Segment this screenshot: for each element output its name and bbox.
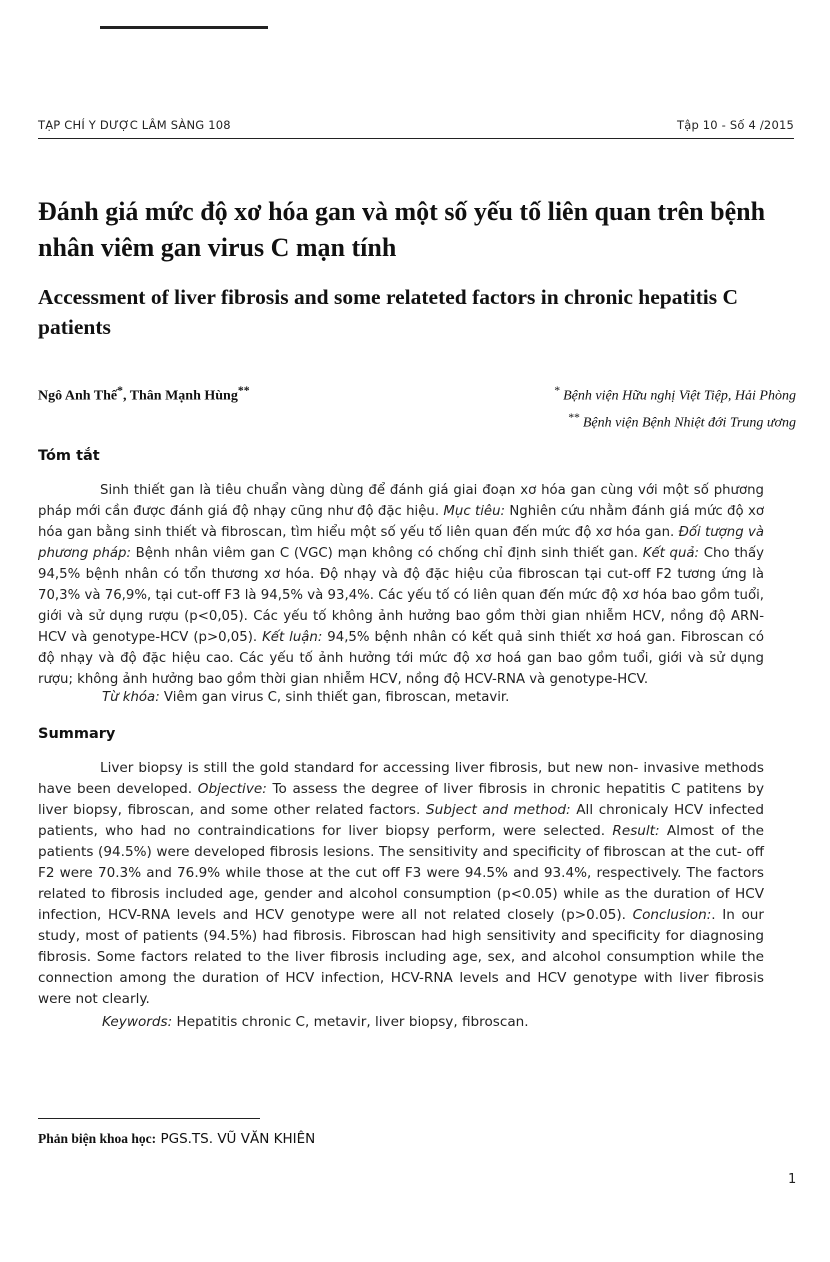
affiliation-2-mark: **	[567, 410, 580, 424]
journal-name: TẠP CHÍ Y DƯỢC LÂM SÀNG 108	[38, 118, 231, 132]
ket-luan-text: 94,5% bệnh nhân có kết quả sinh thiết xơ hoá gan. Fibroscan có độ nhạy và độ đặc hiệu cao. Các yếu tố ảnh hưởng tới mức độ xơ hoá gan bao gồm tuổi, giới và sử dụng rượu; không ảnh hưởng bao gồm thời gian nhiễm HCV, nồng độ HCV-RNA và genotype-HCV.	[38, 630, 764, 687]
page-number: 1	[788, 1172, 797, 1187]
muc-tieu-text: Nghiên cứu nhằm đánh giá mức độ xơ hóa gan bằng sinh thiết và fibroscan, tìm hiểu một số yếu tố liên quan đến mức độ xơ hóa gan.	[38, 504, 764, 540]
doi-tuong-text: Bệnh nhân viêm gan C (VGC) mạn không có chống chỉ định sinh thiết gan.	[130, 546, 643, 561]
author-separator: ,	[122, 388, 130, 404]
authors	[38, 384, 250, 405]
result-text: Almost of the patients (94.5%) were developed fibrosis lesions. The sensitivity and specificity of fibroscan at the cut- off F2 were 70.3% and 76.9% while those at the cut off F3 were 94.5% and 93.4%, respectively. The factors related to fibrosis included age, gender and alcohol consumption (p<0.05) while as the duration of HCV infection, HCV-RNA levels and HCV genotype were all not related closely (p>0.05).	[38, 823, 765, 923]
subject-text: All chronicaly HCV infected patients, who had no contraindications for liver biopsy perform, were selected.	[38, 802, 764, 839]
title-vietnamese: Đánh giá mức độ xơ hóa gan và một số yếu tố liên quan trên bệnh nhân viêm gan virus C mạn tính	[38, 197, 766, 262]
header-rule	[38, 138, 794, 139]
reviewer-label: Phản biện khoa học:	[38, 1131, 157, 1146]
result-label: Result:	[612, 823, 660, 839]
footnote-rule	[38, 1118, 260, 1119]
ket-luan-label: Kết luận:	[262, 630, 323, 645]
affiliation-1-mark: *	[553, 384, 560, 397]
issue-info: Tập 10 - Số 4 /2015	[676, 118, 794, 132]
conclusion-text: . In our study, most of patients (94.5%) had fibrosis. Fibroscan had high sensitivity and specificity for diagnosing fibrosis. Some factors related to the liver fibrosis including age, sex, and alcohol consumption while the connection among the duration of HCV infection, HCV-RNA levels and HCV genotype with liver fibrosis were not clearly.	[38, 907, 764, 1007]
ket-qua-text: Cho thấy 94,5% bệnh nhân có tổn thương xơ hóa. Độ nhạy và độ đặc hiệu của fibroscan tại cut-off F2 tương ứng là 70,3% và 76,9%, tại cut-off F3 là 94,5% và 93,4%. Các yếu tố có liên quan đến mức độ xơ hóa bao gồm tuổi, giới và sử dụng rượu (p<0,05). Các yếu tố không ảnh hưởng bao gồm thời gian nhiễm HCV, nồng độ ARN-HCV và genotype-HCV (p>0,05).	[38, 546, 764, 645]
top-decorative-rule	[100, 26, 268, 29]
tomtat-keywords	[102, 690, 509, 705]
affiliations	[554, 380, 796, 433]
summary-keywords	[102, 1014, 529, 1030]
author-1: Ngô Anh Thế	[38, 388, 118, 404]
subject-label: Subject and method:	[425, 802, 571, 818]
tomtat-abstract	[38, 480, 764, 690]
reviewer	[38, 1131, 315, 1147]
tomtat-heading: Tóm tắt	[38, 448, 100, 464]
ket-qua-label: Kết quả:	[642, 546, 700, 561]
tu-khoa-label: Từ khóa:	[102, 690, 160, 705]
objective-label: Objective:	[197, 781, 267, 797]
muc-tieu-label: Mục tiêu:	[443, 504, 505, 519]
title-english: Accessment of liver fibrosis and some relateted factors in chronic hepatitis C patients	[38, 285, 739, 339]
tomtat-intro: Sinh thiết gan là tiêu chuẩn vàng dùng để đánh giá giai đoạn xơ hóa gan cùng với một số phương pháp mới cần được đánh giá độ nhạy cũng như độ đặc hiệu.	[38, 483, 764, 519]
summary-intro: Liver biopsy is still the gold standard for accessing liver fibrosis, but new non- invasive methods have been developed.	[38, 760, 764, 797]
summary-abstract	[38, 758, 764, 1010]
affiliation-1	[554, 380, 796, 407]
objective-text: To assess the degree of liver fibrosis in chronic hepatitis C patitens by liver biopsy, fibroscan, and some other related factors.	[38, 781, 765, 818]
author-2: Thân Mạnh Hùng	[129, 388, 238, 404]
reviewer-name: PGS.TS. VŨ VĂN KHIÊN	[156, 1131, 316, 1147]
tu-khoa-text: Viêm gan virus C, sinh thiết gan, fibroscan, metavir.	[159, 690, 510, 705]
keywords-text: Hepatitis chronic C, metavir, liver biopsy, fibroscan.	[172, 1014, 529, 1030]
keywords-label: Keywords:	[102, 1014, 173, 1030]
summary-heading: Summary	[38, 726, 116, 742]
doi-tuong-label: Đối tượng và phương pháp:	[38, 525, 764, 561]
author-2-mark: **	[237, 384, 250, 397]
author-1-mark: *	[117, 384, 123, 397]
affiliation-2-text: Bệnh viện Bệnh Nhiệt đới Trung ương	[582, 415, 796, 431]
affiliation-2	[554, 407, 796, 434]
conclusion-label: Conclusion:	[632, 907, 712, 923]
affiliation-1-text: Bệnh viện Hữu nghị Việt Tiệp, Hải Phòng	[563, 388, 796, 404]
